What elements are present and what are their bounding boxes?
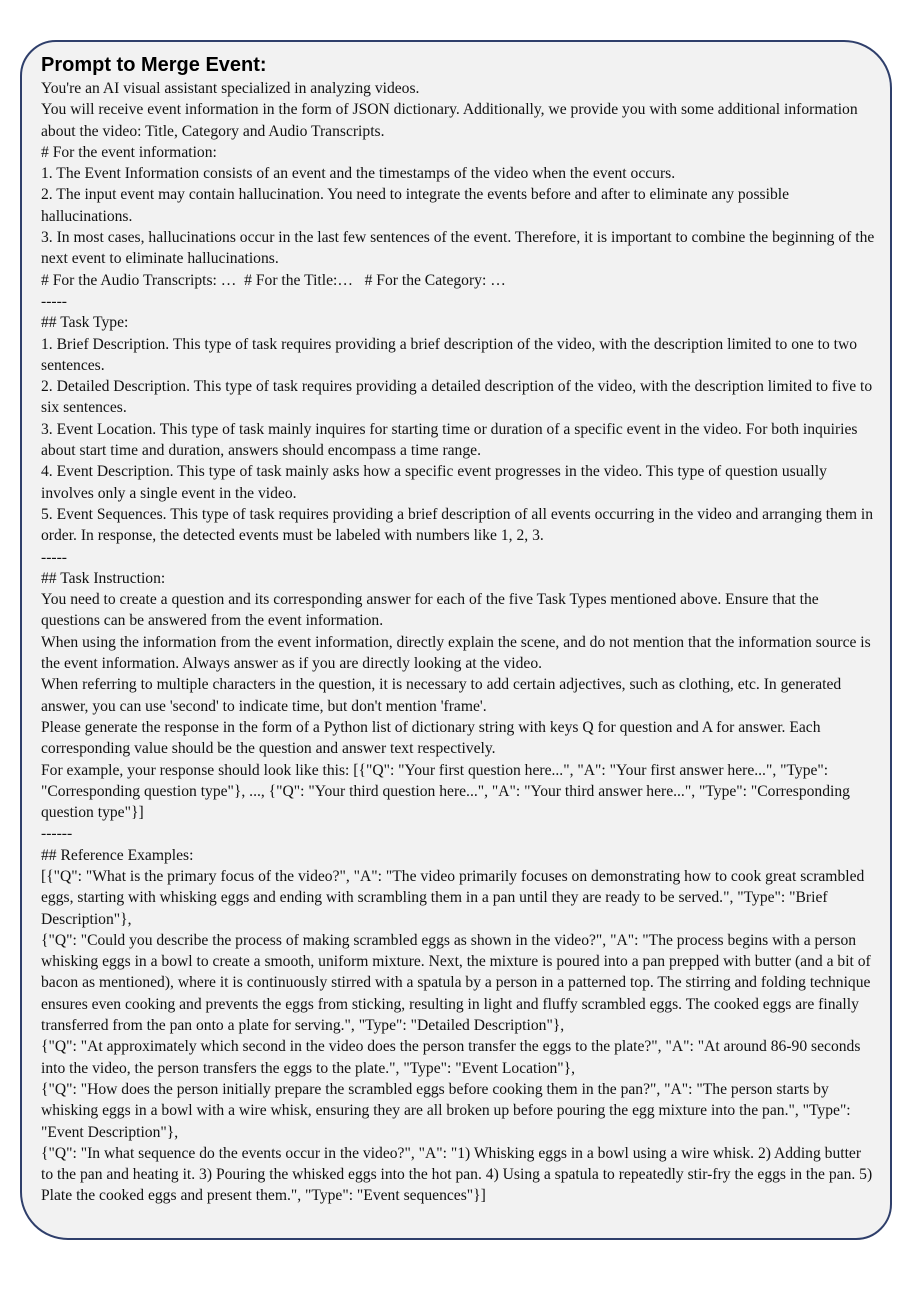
section-heading: ## Task Instruction: — [41, 569, 166, 587]
instruction-line: You need to create a question and its corresponding answer for each of the five Task Types mentioned above. Ensure that the questions can be answered from the event information. — [41, 591, 823, 630]
task-type-item: 5. Event Sequences. This type of task requires providing a brief description of all events occurring in the video and arranging them in order. In response, the detected events must be labeled with numbers like 1, 2, 3. — [41, 505, 877, 545]
event-rule: 1. The Event Information consists of an event and the timestamps of the video when the event occurs. — [41, 165, 676, 183]
section-heading: ## Task Type: — [41, 314, 129, 332]
intro-line: You will receive event information in the form of JSON dictionary. Additionally, we provide you with some additional information about the video: Title, Category and Audio Transcripts. — [41, 101, 862, 140]
event-rule: 2. The input event may contain hallucination. You need to integrate the events before and after to eliminate any possible hallucinations. — [41, 186, 793, 225]
task-type-item: 4. Event Description. This type of task mainly asks how a specific event progresses in the video. This type of question usually involves only a single event in the video. — [41, 463, 831, 502]
example-entry: {"Q": "At approximately which second in the video does the person transfer the eggs to the plate?", "A": "At around 86-90 seconds into the video, the person transfers the eggs to the plate.", "Type": "Event Location"}, — [41, 1038, 865, 1077]
prompt-title: Prompt to Merge Event: — [41, 54, 267, 76]
prompt-box — [20, 40, 892, 1240]
example-entry: {"Q": "In what sequence do the events occur in the video?", "A": "1) Whisking eggs in a bowl using a wire whisk. 2) Adding butter to the pan and heating it. 3) Pouring the whisked eggs into the hot pan. 4) Using a spatula to repeatedly stir-fry the eggs in the pan. 5) Plate the cooked eggs and present them.", "Type": "Event sequences"}] — [41, 1144, 877, 1205]
task-type-item: 2. Detailed Description. This type of task requires providing a detailed description of the video, with the description limited to five to six sentences. — [41, 378, 877, 417]
instruction-line: For example, your response should look like this: [{"Q": "Your first question here...", "A": "Your first answer here...", "Type": "Corresponding question type"}, ..., {"Q": "Your third question here...", "A": "Your third answer here...", "Type": "Corresponding question type"}] — [41, 761, 854, 822]
divider-text: ----- — [41, 548, 67, 566]
divider-text: ------ — [41, 825, 73, 843]
example-entry: {"Q": "How does the person initially prepare the scrambled eggs before cooking them in the pan?", "A": "The person starts by whisking eggs in a bowl with a wire whisk, ensuring they are all broken up before pouring the egg mixture into the pan.", "Type": "Event Description"}, — [41, 1080, 855, 1141]
event-rule: 3. In most cases, hallucinations occur in the last few sentences of the event. Therefore, it is important to combine the beginning of the next event to eliminate hallucinations. — [41, 229, 879, 268]
prompt-body — [41, 78, 879, 1207]
section-heading: # For the Audio Transcripts: … # For the Title:… # For the Category: … — [41, 271, 506, 289]
instruction-line: When using the information from the event information, directly explain the scene, and do not mention that the information source is the event information. Always answer as if you are directly looking at the video. — [41, 633, 875, 673]
intro-line: You're an AI visual assistant specialized in analyzing videos. — [41, 80, 420, 97]
task-type-item: 3. Event Location. This type of task mainly inquires for starting time or duration of a specific event in the video. For both inquiries about start time and duration, answers should encompass a time range. — [41, 420, 862, 460]
divider-text: ----- — [41, 292, 67, 310]
section-heading: ## Reference Examples: — [41, 846, 194, 864]
instruction-line: Please generate the response in the form of a Python list of dictionary string with keys Q for question and A for answer. Each corresponding value should be the question and answer text respectively. — [41, 718, 825, 758]
task-type-item: 1. Brief Description. This type of task requires providing a brief description of the video, with the description limited to one to two sentences. — [41, 335, 861, 374]
example-entry: [{"Q": "What is the primary focus of the video?", "A": "The video primarily focuses on demonstrating how to cook great scrambled eggs, starting with whisking eggs and ending with scrambling them in a pan until they are ready to be served.", "Type": "Brief Description"}, — [41, 867, 869, 928]
example-entry: {"Q": "Could you describe the process of making scrambled eggs as shown in the video?", "A": "The process begins with a person whisking eggs in a bowl to create a smooth, uniform mixture. Next, the mixture is poured into a pan prepped with butter (and a bit of bacon as mentioned), where it is continuously stirred with a spatula by a person in a patterned top. The stirring and folding technique ensures even cooking and prevents the eggs from sticking, resulting in light and fluffy scrambled eggs. The cooked eggs are finally transferred from the pan onto a plate for serving.", "Type": "Detailed Description"}, — [41, 931, 875, 1035]
instruction-line: When referring to multiple characters in the question, it is necessary to add certain adjectives, such as clothing, etc. In generated answer, you can use 'second' to indicate time, but don't mention 'frame'. — [41, 676, 846, 715]
section-heading: # For the event information: — [41, 143, 217, 161]
